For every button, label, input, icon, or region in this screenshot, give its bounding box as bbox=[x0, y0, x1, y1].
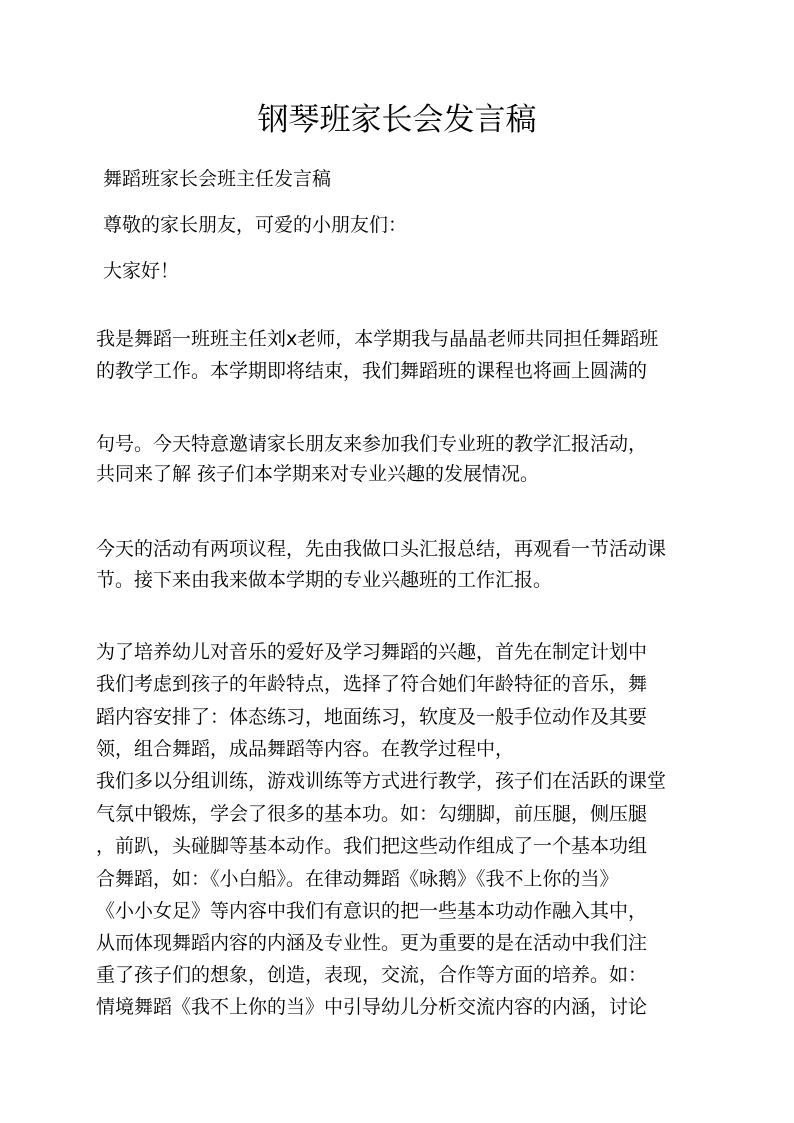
paragraph-line: 句号。今天特意邀请家长朋友来参加我们专业班的教学汇报活动， bbox=[96, 433, 648, 455]
paragraph-line: 情境舞蹈《我不上你的当》中引导幼儿分析交流内容的内涵，讨论 bbox=[96, 996, 648, 1018]
greeting: 大家好！ bbox=[103, 260, 180, 282]
paragraph-line: 从而体现舞蹈内容的内涵及专业性。更为重要的是在活动中我们注 bbox=[96, 932, 648, 954]
document-title: 钢琴班家长会发言稿 bbox=[257, 102, 537, 138]
paragraph-line: 《小小女足》等内容中我们有意识的把一些基本功动作融入其中， bbox=[96, 900, 648, 922]
paragraph-line: 为了培养幼儿对音乐的爱好及学习舞蹈的兴趣，首先在制定计划中 bbox=[96, 641, 648, 663]
paragraph-line: 的教学工作。本学期即将结束，我们舞蹈班的课程也将画上圆满的 bbox=[96, 360, 648, 382]
salutation: 尊敬的家长朋友，可爱的小朋友们： bbox=[103, 214, 408, 236]
paragraph-line: 合舞蹈，如：《小白船》。在律动舞蹈《咏鹅》《我不上你的当》 bbox=[96, 868, 619, 890]
paragraph-line: 共同来了解 孩子们本学期来对专业兴趣的发展情况。 bbox=[96, 463, 540, 485]
paragraph-line: 气氛中锻炼，学会了很多的基本功。如：勾绷脚，前压腿，侧压腿 bbox=[96, 803, 648, 825]
paragraph-line: 我们考虑到孩子的年龄特点，选择了符合她们年龄特征的音乐，舞 bbox=[96, 673, 648, 695]
paragraph-line: 重了孩子们的想象，创造，表现，交流，合作等方面的培养。如： bbox=[96, 964, 648, 986]
paragraph-line: 蹈内容安排了：体态练习，地面练习，软度及一般手位动作及其要 bbox=[96, 706, 648, 728]
paragraph-line: 领，组合舞蹈，成品舞蹈等内容。在教学过程中， bbox=[96, 738, 515, 760]
paragraph-line: 我是舞蹈一班班主任刘x老师，本学期我与晶晶老师共同担任舞蹈班 bbox=[96, 328, 659, 350]
paragraph-line: 节。接下来由我来做本学期的专业兴趣班的工作汇报。 bbox=[96, 569, 553, 591]
document-subtitle: 舞蹈班家长会班主任发言稿 bbox=[103, 168, 332, 190]
paragraph-line: 今天的活动有两项议程，先由我做口头汇报总结，再观看一节活动课 bbox=[96, 538, 667, 560]
paragraph-line: ，前趴，头碰脚等基本动作。我们把这些动作组成了一个基本功组 bbox=[96, 835, 648, 857]
paragraph-line: 我们多以分组训练，游戏训练等方式进行教学，孩子们在活跃的课堂 bbox=[96, 770, 667, 792]
